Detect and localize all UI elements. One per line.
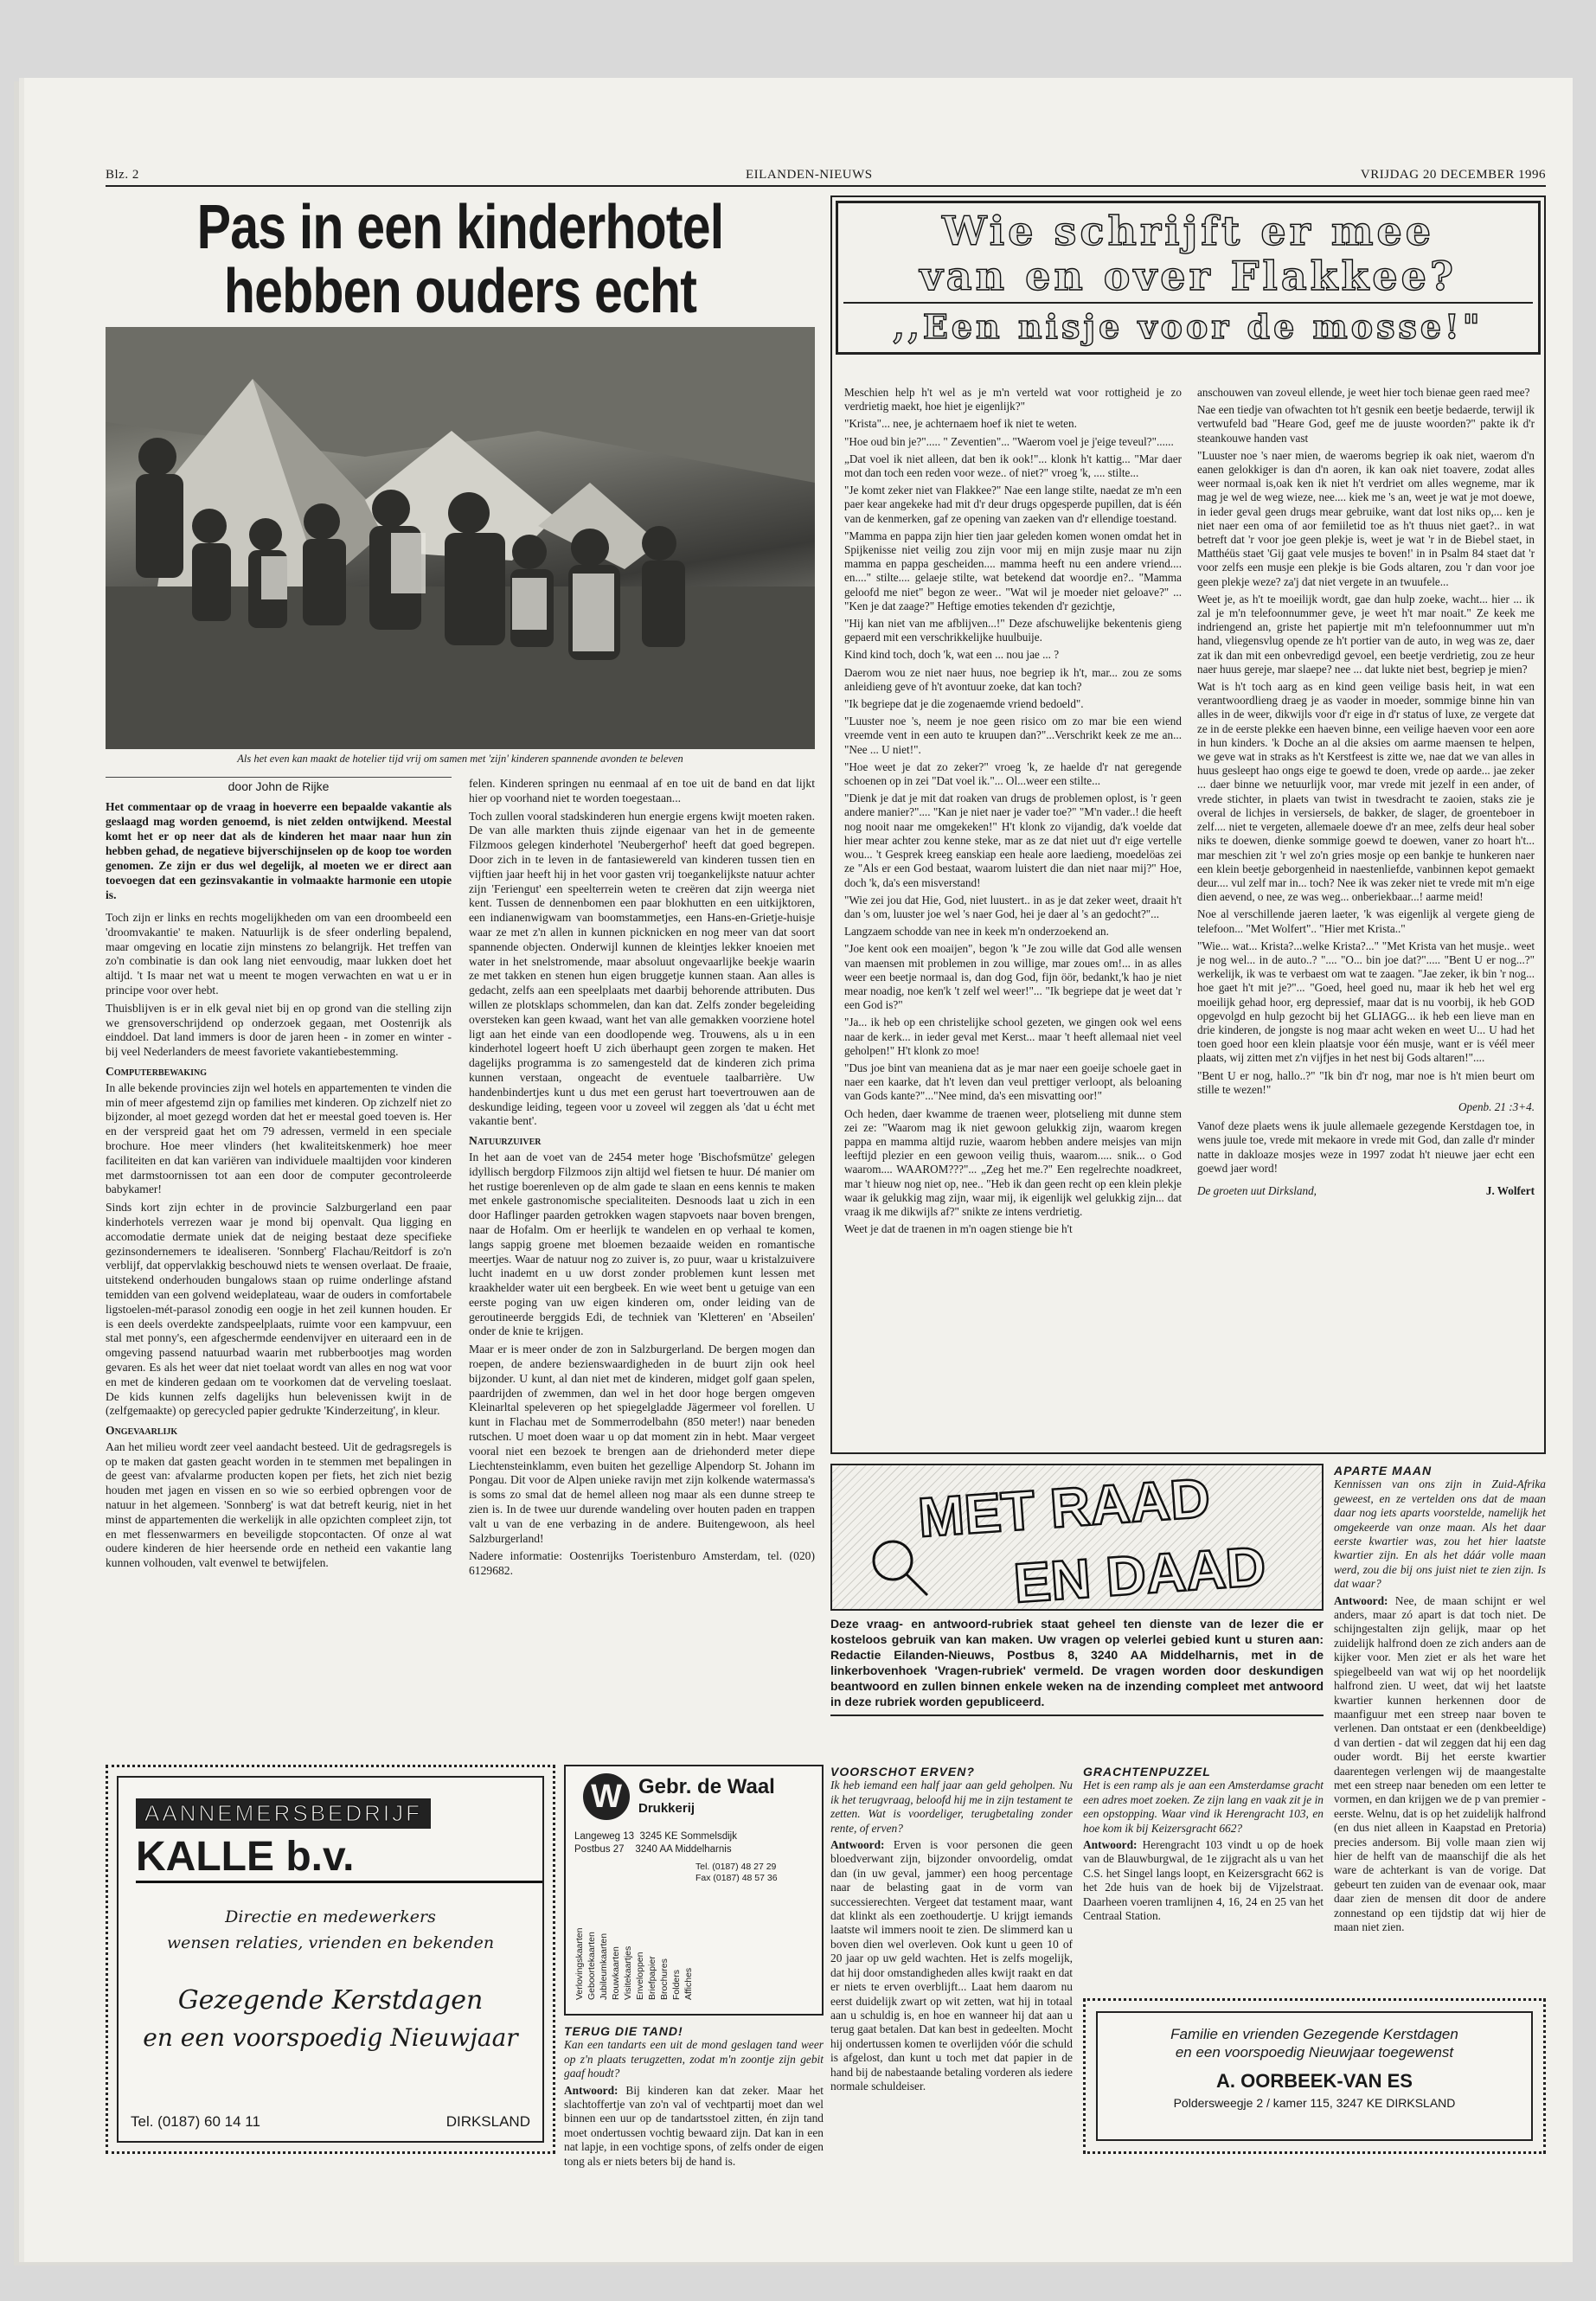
paragraph: Nadere informatie: Oostenrijks Toeristenburo Amsterdam, tel. (020) 6129682. [469,1549,815,1578]
logo-text-2: EN DAAD [1011,1535,1268,1609]
product-item: Folders [671,1969,682,2000]
qa-answer: Herengracht 103 vindt u op de hoek van de Blauwburgwal, de 1e zijgracht als u van het C.S. het Singel langs loopt, en Keizersgracht 662 is het 2de huis van de hoek bij de Vijzelstraat. Daarheen voeren tramlijnen 4, 16, 24 en 25 van het Centraal Station. [1083,1838,1324,1923]
waal-sub: Drukkerij [638,1801,695,1816]
waal-postbus: Postbus 27 [574,1844,625,1855]
product-item: Enveloppen [635,1952,645,2000]
raad-logo-box [830,1464,1324,1611]
product-item: Visitekaartjes [623,1945,633,2000]
wie-title-2: van en over Flakkee? [920,253,1457,299]
article-headline-1: Pas in een kinderhotel [196,193,724,262]
ad-kalle-line1: Directie en medewerkers [225,1907,436,1926]
column-wie-schrijft [830,195,1546,1454]
newspaper-page [106,166,1546,2259]
qa-answer: Bij kinderen kan dat zeker. Maar het slachtoffertje van zo'n val of vechtpartij moet dan wel binnen een uur op de tandartsstoel zitten, én zijn tand moet ondertussen vochtig bewaard zijn. Dat kan in een nat lapje, in een vochtige spons, of zelfs onder de eigen tong als er niets beters bij de hand is. [564,2083,824,2168]
magnifier-icon [874,1541,927,1595]
paragraph: "Hoe weet je dat zo zeker?" vroeg 'k, ze haelde d'r nat geregende schoenen op in zei "Dat voel ik."... Ol...weer een stilte... [844,760,1182,788]
oorbeek-line2: en een voorspoedig Nieuwjaar toegewenst [1175,2044,1454,2061]
raad-intro: Deze vraag- en antwoord-rubriek staat geheel ten dienste van de lezer die er kosteloos gebruik van kan maken. Uw vragen op velerlei gebied kunt u sturen aan: Redactie Eilanden-Nieuws, Postbus 8, 3240 AA Middelharnis, met in de linkerbovenhoek 'Vragen-rubriek' vermeld. De vragen worden door deskundigen beantwoord en zullen binnen enkele weken na de inzending compleet met antwoord in deze rubriek worden gepubliceerd. [830,1616,1324,1716]
wie-title-1: Wie schrijft er mee [941,208,1435,254]
ad-kalle-logo: KALLE b.v. [136,1833,542,1883]
ad-kalle-line4: en een voorspoedig Nieuwjaar [143,2023,518,2052]
product-item: Geboortekaarten [586,1932,597,2000]
waal-product-list [574,1896,821,2009]
ad-kalle-line3: Gezegende Kerstdagen [177,1985,484,2016]
page-header [106,166,1546,187]
paragraph: "Ik begriepe dat je die zogenaemde vriend bedoeld". [844,697,1084,711]
paragraph: Sinds kort zijn echter in de provincie Salzburgerland een paar kinderhotels verrezen waar je mond bij openvalt. Qua ligging en accomodatie dermate uniek dat de neiging bestaat deze specifieke gezinsondernemers te idealiseren. 'Sonnberg' Flachau/Reitdorf is zo'n verblijf, dat oppervlakkig beschouwd niets te wensen overlaat. De fraaie, uitstekend onderhouden bungalows staan op ruime onderlinge afstand temidden van een golvend weideplateau, waar de ouders in comfortabele ligstoelen-mét-parasol zonodig een oogje in het zeil kunnen houden. Er is een deels overdekte zandspeelplaats, ruimte voor een kampvuur, een stal met ponny's, een afgeschermde eendenvijver en uiteraard een in de omgeving passend natuurbad waarin met rubberbootjes mag worden gevaren. Es als het weer dat niet toelaat wordt van alles en nog wat voor en met de kinderen gedaan om te voorkomen dat de verveling toeslaat. De kids kunnen zelfs dagelijks hun belevenissen kwijt in de (zelfgemaakte) op gerecycled papier gedrukte 'Kinderzeitung', in kleur. [106,1201,452,1418]
paragraph: Toch zijn er links en rechts mogelijkheden om van een droombeeld een 'droomvakantie' te maken. Natuurlijk is de sfeer onderling bepalend, maar omgeving en locatie zijn minstens zo belangrijk. Het treffen van zo'n combinatie is dan ook lang niet eenvoudig, maar lukken doet het altijd. 't Is maar net wat u meent te mogen verwachten en wat u er in principe voor over hebt. [106,911,452,997]
paragraph: Nae een tiedje van ofwachten tot h't gesnik een beetje bedaerde, terwijl ik vertwufeld bad "Heare God, geef me de juuste woorden?" pakte ik d'r steankouwe handen vast [1197,403,1535,445]
answer-label: Antwoord: [1334,1593,1395,1607]
paragraph: Noe al verschillende jaeren laeter, 'k was eigenlijk al vergete gieng de telefoon... "Met Wolfert".. "Hier met Krista.." [1197,907,1535,935]
qa-answer: Erven is voor personen die geen bloedverwant zijn, bijzonder onvoordelig, omdat dan (in uw geval, jammer) een hoog percentage naar de belasting gaat in de vorm van successierechten. Vergeet dat testament maar, want dat klinkt als een zoethoudertje. U krijgt iemands laatste wil immers nooit te zien. De slimmerd kan u boven dien wel overleven. Ook kunt u geen 10 of 20 jaar op uw geld wachten. Het is zelfs mogelijk, dat hij door omstandigheden alles kwijt raakt en dat er niets te erven overblijft... Laat hem daarom nu eerst duidelijk zwart op wit zetten, wat hij in totaal aan u schuldig is, en hoe en wanneer hij dat aan u terug gaat betalen. Dat kan best in gedeelten. Mocht hij ondertussen komen te overlijden vóór die schuld is afgelost, dan kunt u toch met dat papier in de hand bij de nabestaande betaling vorderen als iedere normale schuldeiser. [830,1838,1073,2093]
paragraph: Meschien help h't wel as je m'n verteld wat voor rottigheid je zo verdrietig maekt, hoe hiet je eigenlijk?" [844,386,1182,413]
paragraph: Och heden, daer kwamme de traenen weer, plotselieng mit dunne stem zei ze: "Waarom mag ik niet gewoon gelukkig zijn, waarom kregen pappa en mamma altijd ruzie, waarom hebben andere meisjes van mijn leeftijd plezier en een gewoon veilig thuis, waarom..... snik... o God waarom.... WAAROM???"... „Zeg het me.?" Een regelrechte noadkreet, mar 't hieuw nog niet op, nee.. "Heb ik dan geen recht op een klein plekje waar ik gelukkig mag zijn, waar mij, ik eigenlijk wel gelukkig zijn... dat vraag ik me dikwijls af?" snikte ze intens verdrietig. [844,1106,1182,1218]
article-headline-2: hebben ouders echt [223,257,697,326]
waal-city: 3245 KE Sommelsdijk [639,1831,737,1842]
paragraph: "Hoe oud bin je?"..... " Zeventien"... "Waerom voel je j'eige teveul?"...... [844,434,1174,448]
paragraph: Aan het milieu wordt zeer veel aandacht besteed. Uit de gedragsregels is op te maken dat gasten geacht worden in te stemmen met bepalingen in de geest van: afvalarme producten kopen per fiets, het zich niet bezig houden met jagen en vissen en so wie so eerbied opbrengen voor de natuur in het algemeen. 'Sonnberg' is wat dat betreft keurig, niet in het minst de appartementen die werkelijk in alle opzichten compleet zijn, tot en met flessenwarmers en beveiligde stopcontacten. Of onze al wat oudere kinderen de hier heersende orde en netheid een vakantie lang kunnen volhouden, valt evenwel te betwijfelen. [106,1439,452,1570]
paragraph: Daerom wou ze niet naer huus, noe begriep ik h't, mar... zou ze soms anleidieng geve of h't avontuur zoeke, dat kan toch? [844,665,1182,693]
qa-title: APARTE MAAN [1334,1464,1433,1477]
waal-fax: Fax (0187) 48 57 36 [695,1873,778,1883]
paper-name: EILANDEN-NIEUWS [746,168,873,182]
paragraph: "Dienk je dat je mit dat roaken van drugs de problemen oplost, is 'r geen andere manier?".... "Kan je niet naer je vader toe?" "M'n vader..! die heeft nog nooit naar me omgekeken!" H't klonk zo vijandig, da'k voelde dat hier mear achter zou kenne steke, mar as ze dat niet uut d'r eige vertelle wou... 't Gesprek kreeg eanskiap een heale aore laedieng, moedelöas zei ze "Als er een God bestaat, waarom luistert die dan niet naar mij?" Hoe, doch 'k, da's een misverstand! [844,792,1182,889]
ad-kalle-phone: Tel. (0187) 60 14 11 [131,2113,260,2130]
paragraph: "Wie zei jou dat Hie, God, niet luustert.. in as je dat zeker weet, draait h't dan 's om, luuster joe wel 's naer God, hei je daer al 's an gedocht?"... [844,893,1182,920]
paragraph: "Bent U er nog, hallo..?" "Ik bin d'r nog, mar noe is h't mien beurt om stille te wezen!" [1197,1068,1535,1096]
wie-col-2 [1197,386,1535,1198]
raad-logo [832,1465,1322,1609]
paragraph: anschouwen van zoveul ellende, je weet hier toch bienae geen raed mee? [1197,386,1530,399]
camping-photo [106,327,815,749]
paragraph: Maar er is meer onder de zon in Salzburgerland. De bergen mogen dan roepen, de andere bezienswaardigheden in de buurt zijn ook heel bijzonder. U kunt, al dan niet met de kinderen, midget golf gaan spelen, paardrijden of zwemmen, dan wel in het door hoge bergen omgeven Kleinarltal speleveren op het spiegelgladde Jägermeer vol forellen. U kunt in Flachau met de Sommerrodelbahn (850 meter!) naar beneden rutschen. U moet doen waar u op dat moment zin in hebt. Maar vergeet vooral niet een bezoek te brengen aan de driehonderd meter diepe Liechtensteinklamm, even buiten het gezellige Alpendorp St. Johann im Pongau. Dit voor de Alpen unieke ravijn met zijn kolkende watermassa's is soms zo smal dat de hemel alleen nog maar als een dunne streep te zien is. In de twee uur durende wandeling over houten paden en trappen valt u van de ene verbazing in de andere. Buitengewoon, als heel Salzburgerland! [469,1343,815,1545]
product-item: Briefpapier [647,1956,657,2000]
paragraph: Langzaem schodde van nee in keek m'n onderzoekend an. [844,925,1109,939]
paragraph: "Mamma en pappa zijn hier tien jaar geleden komen wonen omdat het in Spijkenisse niet veilig zou zijn voor mij en mijn zusje maar nu zijn mamma en pappa gescheiden.... mamma heeft nu een andere vriend.... en...." stilte.... gelaeje stilte, wat betekend dat woordje en?.. "Mamma geloofd me niet" begon ze weer.. "Wat wil je moeder niet geloave?" ... "Ken je dat zaage?" Heftige emoties tekenden d'r gezichtje, [844,529,1182,612]
oorbeek-address: Poldersweegje 2 / kamer 115, 3247 KE DIRKSLAND [1173,2096,1456,2110]
waal-tel: Tel. (0187) 48 27 29 [695,1862,777,1872]
paragraph: "Dus joe bint van meaniena dat as je mar naer een goeije schoele gaet in naer een kaarke, dat h't leven dan veul prettiger verloopt, als beloaning van Gods kante?"..."Nee mind, da's een misvatting oor!" [844,1061,1182,1103]
paragraph: "Krista"... nee, je achternaem hoef ik niet te weten. [844,417,1077,431]
oorbeek-line1: Familie en vrienden Gezegende Kerstdagen [1170,2026,1458,2042]
logo-text-1: MET RAAD [916,1466,1213,1549]
paragraph: Vanof deze plaets wens ik juule allemaele gezegende Kerstdagen toe, in wens juule toe, vrede mit mekaore in vrede mit God, dan zalle d'r minder natte in dakloaze mosjes weze in 1997 zodat h't nieuwe jaer echt een goewd jaer word! [1197,1119,1535,1175]
qa-title: VOORSCHOT ERVEN? [830,1765,975,1779]
paragraph: Thuisblijven is er in elk geval niet bij en op grond van die stelling zijn we grensoverschrijdend op onderzoek gegaan, met Oostenrijk als einddoel. Dat land immers is door de jaren heen - in zomer en winter - bij veel Nederlanders de meest favoriete vakantiebestemming. [106,1001,452,1059]
paragraph: "Hij kan niet van me afblijven...!" Deze afschuwelijke bekentenis gieng gepaerd mit een verschrikkelijke huulbuije. [844,617,1182,644]
answer-label: Antwoord: [564,2083,626,2097]
paragraph: Kind kind toch, doch 'k, wat een ... nou jae ... ? [844,648,1060,662]
ad-kalle-place: DIRKSLAND [445,2113,530,2130]
product-item: Brochures [659,1958,670,2000]
article-col-1 [106,799,452,1574]
paragraph: Toch zullen vooral stadskinderen hun energie ergens kwijt moeten raken. De van alle markten thuis zijnde eigenaar van het in de gemeente Filzmoos gelegen kinderhotel 'Neubergerhof' heeft dat goed begrepen. Door zich in te leven in de fantasiewereld van kinderen tussen tien en vijftien jaar heeft hij in het voor gasten vrij toegankelijkste natuur achter zijn 'Feriengut' een speelterrein weten te creëren dat zijn weerga niet kent. Tussen de dennenbomen een paar blokhutten en een uitkijktoren, een indianenwigwam van boomstammetjes, een Hans-en-Grietje-huisje waar ze met z'n allen in kunnen picknicken en nog meer van dat soort spannende objecten. Onderwijl kunnen de kleintjes lekker knoeien met water in het snelstromende, maar absoluut ongevaarlijke beekje waarin ze met takken en stenen hun eigen bruggetje kunnen staan. Aan alles is gedacht, zelfs aan een speelplaats met daarbij behorende attributen. Dus willen ze plotsklaps schommelen, dan kan dat. Zelfs zonder begeleiding oversteken kan geen kwaad, want het van alle gemakken voorziene hotel ligt aan het einde van een doodlopende weg. Trouwens, als u in een kinderhotel logeert hoeft U zich überhaupt geen zorgen te maken. Het dagelijks programma is zo samengesteld dat de kinderen zich prima kunnen verstaan, ongeacht de eventuele taalbarrière. Uw handenbindertjes kunt u dus met een gerust hart toevertrouwen aan de deskundige leiding, tegeen voor u zoveel wil zeggen als 'dat u écht met vakantie bent'. [469,809,815,1128]
qa-title: TERUG DIE TAND! [564,2024,683,2038]
qa-voorschot [830,1765,1073,2093]
paragraph: "Je komt zeker niet van Flakkee?" Nae een lange stilte, naedat ze m'n een paer kear angekeke had mit d'r deur drugs opgesperde pupillen, dat is één van de kenmerken, gaf ze opening van zaeken van d'r ellendige toestand. [844,484,1182,525]
wie-col-1 [844,386,1182,1240]
qa-grachtenpuzzel [1083,1765,1324,1923]
paragraph: "Joe kent ook een moaijen", begon 'k "Je zou wille dat God alle wensen van maensen mit problemen in zou willige, mar zoues om!... in as alles weer een beetje normaal is, dan dog God, fijn öör, bedankt,'k hao je niet mear noadig, noe ken'k 't zelf wel weer!"... "Ik begriepe dat je weet dat 'r een God is?" [844,942,1182,1012]
waal-postcity: 3240 AA Middelharnis [635,1844,732,1855]
article-lead: Het commentaar op de vraag in hoeverre een bepaalde vakantie als geslaagd mag worden genoemd, is niet zelden ontwijkend. Meestal komt het er op neer dat als de kinderen het maar naar hun zin hebben gehad, de negatieve bijverschijnselen op de koop toe worden genomen. Ze zijn er dus wel degelijk, al moeten we er direct aan toevoegen dat een gezinsvakantie in volmaakte harmonie een utopie is. [106,800,452,901]
paragraph: Wat is h't toch aarg as en kind geen veilige basis heit, in wat een verantwoordlieng draeg je as vaoder in moeder, sommige binne hin van alles in de weer, dikwijls voor d'r eige in d'r status of luxe, ze vergete dat ze in de eerste plekke een haeven binne, een veilige haeven voor een aore in hun kinders. 'k Doche an al die aksies om aarme maensen te helpen, we geve wat in straks as h't Kerstfeest is zitte we, nae dat we van alles in huus gesleept hao ongs eige te goewd te doen, vrede op aarde... jae zeker ... daer binne we netuurlijk voor, mar vrede mit jezelf in een ander, of vrede stichter, in plaets van twist in twesdracht te zaoien, staks zie je overal de lichjes in versiersels, de bakker, de slager, de groenteboer in zelf.... niet te vergeten, allemaele doewe d'r an mee, zelfs deur heal sober niks te doewen, dienke sommige goewd te doewen, vaner zo hoart h't... mar meschien zit 'r wel zo'n gries mosje op een bankje te hunkeren naer een klein beetje geborgenheid in naestenliefde, vanbinnen kepot gemaekt deur.... vul zelf mar in... toch? Nee ik was zeker niet te vrede mit m'n eige dien aevend, o nee, ze was weg... onberiekbaar...! aarme meid! [1197,680,1535,904]
article-col-2 [469,777,815,1582]
article-body-1 [106,911,452,1571]
wie-subtitle: ,,Een nisje voor de mosse!" [843,302,1533,349]
subheading-ongevaarlijk: Ongevaarlijk [106,1424,178,1438]
paragraph: "Luuster noe 's naer mien, de waeroms begriep ik oak niet, waerom d'n eanen gelokkiger is dan d'n aoren, ik kan oak niet toavere, zodat alles weer normaal is,oak ken ik niet h't verdriet om alles wegneme, mar ik mag je wel de weg wieze, nee.... kiek me 's an, weet je wat je mot doewe, in ieder geval geen drugs mear gebruike, want dat lost niks op,... ken je niet naer een oma of aor femiiletid toe as h't thuus niet gaet?.. in wat betreft dat 'r voor joe geen plekje is, weet je wat 'r in de Biebel staet, in Matthéüs staet 'Gij gaat vele musjes te boven!' in in Psalm 84 staet dat 'r voor zelfs een musje een plekje is bie Gods altaren, zou 'r dan voor joe geen plekje weze? za'j dat niet vergete in an twuufele... [1197,448,1535,588]
paragraph: Weet je dat de traenen in m'n oagen stienge bie h't [844,1222,1073,1236]
subheading-natuurzuiver: Natuurzuiver [469,1134,542,1148]
product-item: Affiches [683,1967,694,2000]
paragraph: In het aan de voet van de 2454 meter hoge 'Bischofsmütze' gelegen idyllisch bergdorp Filzmoos zijn altijd wel fietsen te huur. Dé manier om het rustige boerenleven op de alm gade te slaan en eens kennis te maken met enkele gastronomische specialiteiten. Desnoods laat u zich in een door Haflinger paarden getrokken wagen stapvoets naar boven brengen, naar de Hofalm. Om er heerlijk te wandelen en op verhaal te komen, langs sappig groene met bloemen bezaaide weiden en romantische meertjes. Waar de natuur nog zo zuiver is, zo puur, waar u kristalzuivere lucht inademt en u uw dorst zonder problemen kunt lessen met kraakhelder water uit een bergbeek. En wie weet bent u getuige van een eerste poging van uw eigen kinderen om, onder leiding van de geroutineerde berggids Edi, de techniek van 'Kletteren' en 'Abseilen' onder de knie te krijgen. [469,1150,815,1338]
subheading-computer: Computerbewaking [106,1064,208,1078]
ad-de-waal [564,1765,824,2016]
qa-answer: Nee, de maan schijnt er wel anders, maar zó apart is dat toch niet. De schijngestalten zijn gelijk, maar op het zuidelijk halfrond doen ze zich anders aan de kijker voor. Men ziet er als het ware het spiegelbeeld van wat wij op het noordelijk halfrond zien. U weet, dat wij het laatste kwartier kunnen herkennen door de maanfiguur met een streep naar boven te verlenen. Dan ontstaat er een (denkbeeldige) d van dertien - dat wil zeggen dat hij een dag ouder wordt. Bij het eerste kwartier daarentegen verlengen wij de maangestalte met een streep naar beneden om een letter te vormen, en dan krijgen we de p van premier - eerste. Welnu, dat is op het zuidelijk halfrond (en dus niet alleen in Kaapstad en Pretoria) precies andersom. Bij volle maan zien wij hier de helft van de maanschijf die als het ware de achterkant is van de vorige. Dat gebeurt ten zuiden van de evenaar ook, maar daar zien de mensen dit door de andere zonnestand op een tijdstip dat wij hier de maan niet zien. [1334,1593,1546,1933]
camping-photo-illustration [106,327,815,749]
paragraph: "Ja... ik heb op een christelijke school gezeten, we gingen ook wel eens naar de kerk... in ieder geval met Kerst... maar 't heeft allemaal niet veel geholpen!" H't klonk zo moe! [844,1016,1182,1057]
answer-label: Antwoord: [830,1838,894,1852]
qa-question: Kennissen van ons zijn in Zuid-Afrika geweest, en ze vertelden ons dat de maan daar nog iets aparts voorstelde, namelijk het omgekeerde van onze maan. Als het daar eerste kwartier was, zou het hier laatste kwartier zijn. En als het dáár volle maan werd, zou die bij ons juist niet te zien zijn. Is dat waar? [1334,1477,1546,1591]
oorbeek-name: A. OORBEEK-VAN ES [1216,2070,1413,2092]
product-item: Jubileumkaarten [599,1932,609,2000]
ad-kalle-company: AANNEMERSBEDRIJF [136,1798,431,1829]
paragraph: felen. Kinderen springen nu eenmaal af en toe uit de band en dat lijkt hier op voorhand niet te worden toegestaan... [469,777,815,804]
paragraph: "Luuster noe 's, neem je noe geen risico om zo mar bie een wiend vreemde vent in een auto te kruupen dan?"...Verschrikt keek ze me an... "Nee ... U niet!". [844,715,1182,756]
waal-logo-icon: W [583,1773,630,1820]
bible-verse: Openb. 21 :3+4. [1458,1099,1535,1113]
waal-street: Langeweg 13 [574,1831,635,1842]
byline: door John de Rijke [106,777,452,793]
qa-aparte-maan [1334,1464,1546,1934]
waal-name: Gebr. de Waal [638,1775,775,1798]
product-item: Rouwkaarten [611,1946,621,2000]
paragraph: Weet je, as h't te moeilijk wordt, gae dan hulp zoeke, wacht... hier ... ik zal je m'n telefoonnummer geve, je weet h't mar noait." Ze keek me indriengend an, griste het papiertje mit m'n telefoonnummer uut m'n hand, vliegensvlug opende ze h't portier van de auto, in weg was ze, daer zat ik dan mit een onbevredigd gevoel, een beetje verdrietig, zou ze heur naer huus gereje, mar slaepe? nee ... dat lukte niet best, begriep je mien? [1197,592,1535,676]
qa-question: Kan een tandarts een uit de mond geslagen tand weer op z'n plaats terugzetten, zodat m'n zoontje zijn gebit gaaf houdt? [564,2038,824,2080]
paragraph: „Dat voel ik niet alleen, dat ben ik ook!"... klonk h't kattig... "Mar daer mot dan toch een reden voor weze.. of niet?" vroeg 'k, .... stilte... [844,452,1182,480]
paragraph: In alle bekende provincies zijn wel hotels en appartementen te vinden die min of meer afgestemd zijn op families met kinderen. Op zichzelf niet zo bijzonder, al moet gezegd worden dat het er meestal goed toeven is. Her en der verspreid gaat het om 79 adressen, vermeld in een speciale brochure. Hoe meer vlinders (het kwaliteitskenmerk) hoe meer faciliteiten en dat kan variëren van individuele maaltijden voor kinderen met darmstoornissen tot aan een door de computer gecontroleerde babykamer! [106,1080,452,1196]
answer-label: Antwoord: [1083,1838,1143,1852]
ad-oorbeek [1083,1998,1546,2154]
qa-question: Het is een ramp als je aan een Amsterdamse gracht een adres moet zoeken. Ze zijn lang en vaak zit je in een opstopping. Waar vind ik Herengracht 103, en hoe kom ik bij Keizersgracht 662? [1083,1779,1324,1835]
page-number: Blz. 2 [106,168,139,182]
photo-caption: Als het even kan maakt de hotelier tijd vrij om samen met 'zijn' kinderen spannende avonden te beleven [237,753,683,765]
product-item: Verlovingskaarten [574,1927,585,2000]
qa-question: Ik heb iemand een half jaar aan geld geholpen. Nu ik het terugvraag, beloofd hij me in zijn testament te zetten. Wat is voordeliger, terugbetaling zonder rente, of erven? [830,1779,1073,1835]
wie-title-box [836,201,1541,355]
sign-off: De groeten uut Dirksland, [1197,1183,1317,1197]
ad-kalle [106,1765,555,2154]
ad-kalle-line2: wensen relaties, vrienden en bekenden [166,1933,495,1952]
author-signature: J. Wolfert [1485,1183,1535,1197]
qa-title: GRACHTENPUZZEL [1083,1765,1211,1779]
issue-date: VRIJDAG 20 DECEMBER 1996 [1360,168,1546,182]
paragraph: "Wie... wat... Krista?...welke Krista?..." "Met Krista van het musje.. weet je nog wel... in de auto..? ".... "O... bin joe dat?"..... "Bent U er nog...?" werkelijk, ik was te verbaest om wat te zaagen. "Jae zeker, ik bin 'r nog... hoe gaet h't mit je?"... "Goed, heel goed nu, maar ik heb het wel erg moeilijk gehad hoor, erg depressief, maar dat is nu voorbij, ik heb GOD opgevolgd en hulp gezocht bij het GLIAGG... ik heb een lieve man en drie kinderen, de jongste is nog maar acht weken en weet U... U had het toen goed hoor een klein plaatsje voor één musje, want er is véél meer plaats, wij zitten met z'n vijfjes in het nest bij Gods altaren!".... [1197,939,1535,1065]
qa-terug-die-tand [564,2024,824,2169]
